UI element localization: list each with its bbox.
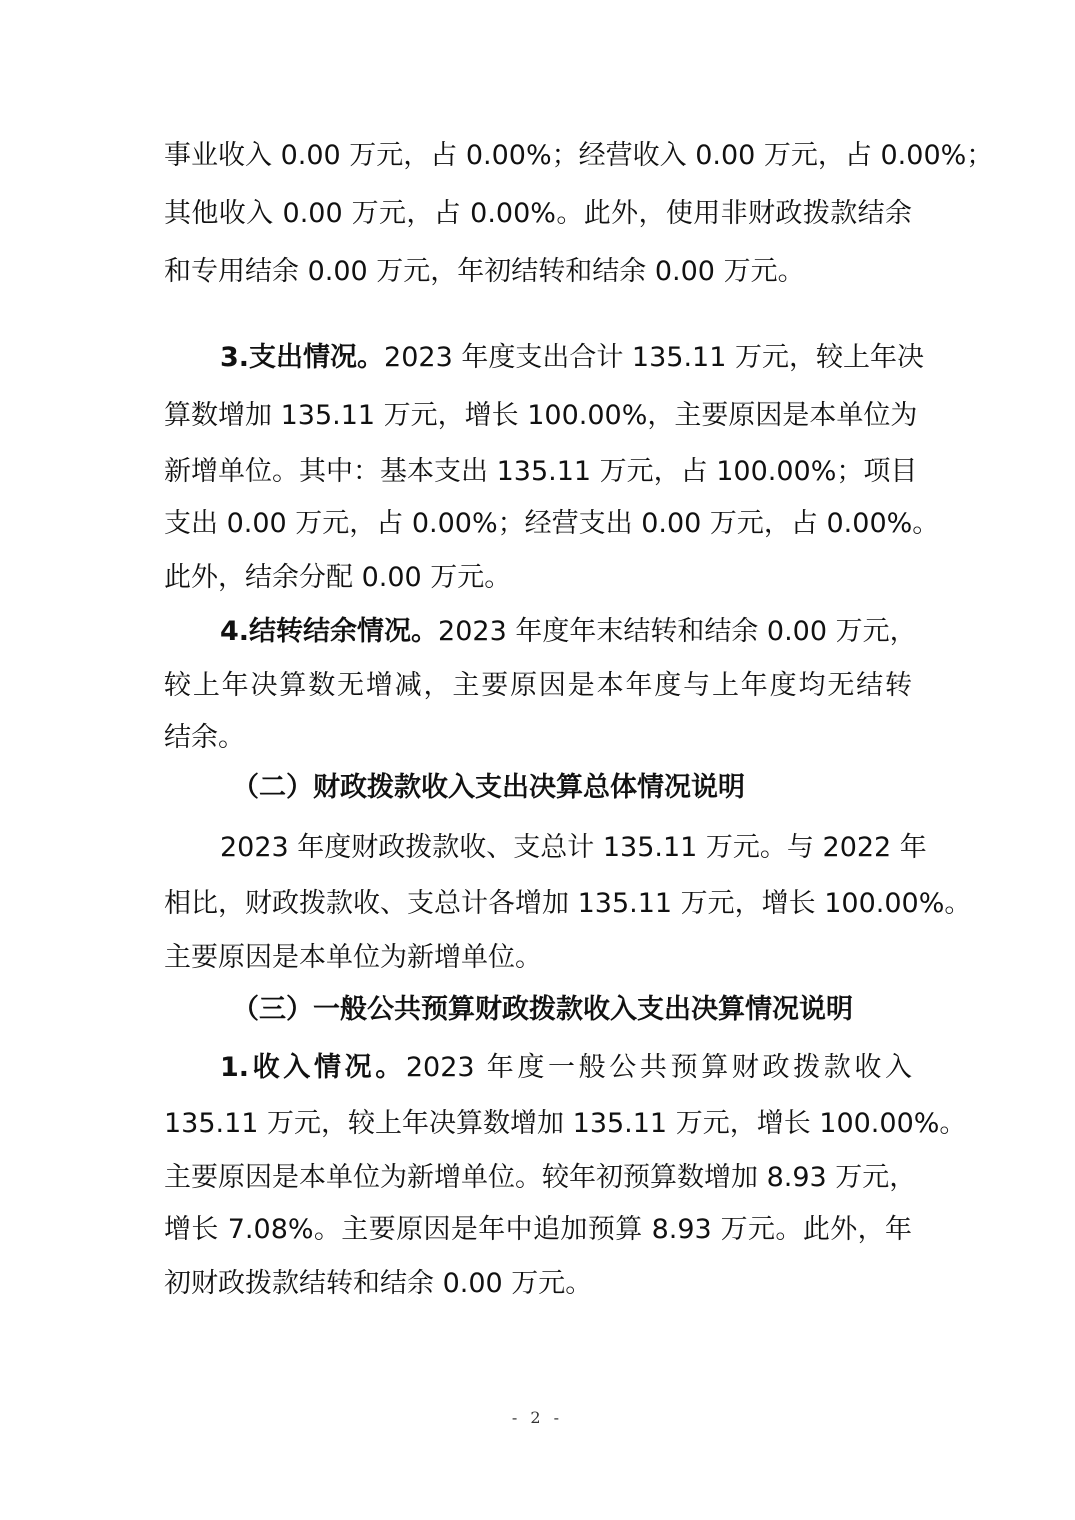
section-heading: （三）一般公共预算财政拨款收入支出决算情况说明 (232, 994, 853, 1025)
text-line: 增长 7.08%。主要原因是年中追加预算 8.93 万元。此外，年 (164, 1214, 912, 1245)
paragraph-lead: 1.收入情况。 (220, 1052, 406, 1083)
text-line: 较上年决算数无增减，主要原因是本年度与上年度均无结转 (164, 670, 912, 701)
text-line: 支出 0.00 万元，占 0.00%；经营支出 0.00 万元，占 0.00%。 (164, 508, 940, 539)
text-line: 新增单位。其中：基本支出 135.11 万元，占 100.00%；项目 (164, 456, 918, 487)
text-line: 结余。 (164, 722, 245, 753)
text-line: 相比，财政拨款收、支总计各增加 135.11 万元，增长 100.00%。 (164, 888, 972, 919)
paragraph-first-line (220, 612, 917, 652)
text-run: 2023 年度年末结转和结余 0.00 万元， (438, 616, 917, 647)
paragraph-lead: 3.支出情况。 (220, 342, 385, 373)
paragraph-first-line (220, 1048, 912, 1088)
text-run: 2023 年度支出合计 135.11 万元，较上年决 (384, 342, 924, 373)
text-line: 其他收入 0.00 万元，占 0.00%。此外，使用非财政拨款结余 (164, 198, 912, 229)
text-line: 和专用结余 0.00 万元，年初结转和结余 0.00 万元。 (164, 256, 805, 287)
text-line: 事业收入 0.00 万元，占 0.00%；经营收入 0.00 万元，占 0.00%； (164, 140, 994, 171)
text-line: 初财政拨款结转和结余 0.00 万元。 (164, 1268, 593, 1299)
text-line: 135.11 万元，较上年决算数增加 135.11 万元，增长 100.00%。 (164, 1108, 967, 1139)
text-line: 算数增加 135.11 万元，增长 100.00%，主要原因是本单位为 (164, 400, 918, 431)
page-number: - 2 - (511, 1408, 564, 1427)
text-line: 主要原因是本单位为新增单位。 (164, 942, 542, 973)
text-run: 2023 年度一般公共预算财政拨款收入 (405, 1052, 912, 1083)
paragraph-first-line (220, 338, 924, 378)
paragraph-lead: 4.结转结余情况。 (220, 616, 439, 647)
text-line: 此外，结余分配 0.00 万元。 (164, 562, 512, 593)
text-line: 2023 年度财政拨款收、支总计 135.11 万元。与 2022 年 (220, 832, 927, 863)
section-heading: （二）财政拨款收入支出决算总体情况说明 (232, 772, 745, 803)
text-line: 主要原因是本单位为新增单位。较年初预算数增加 8.93 万元， (164, 1162, 917, 1193)
